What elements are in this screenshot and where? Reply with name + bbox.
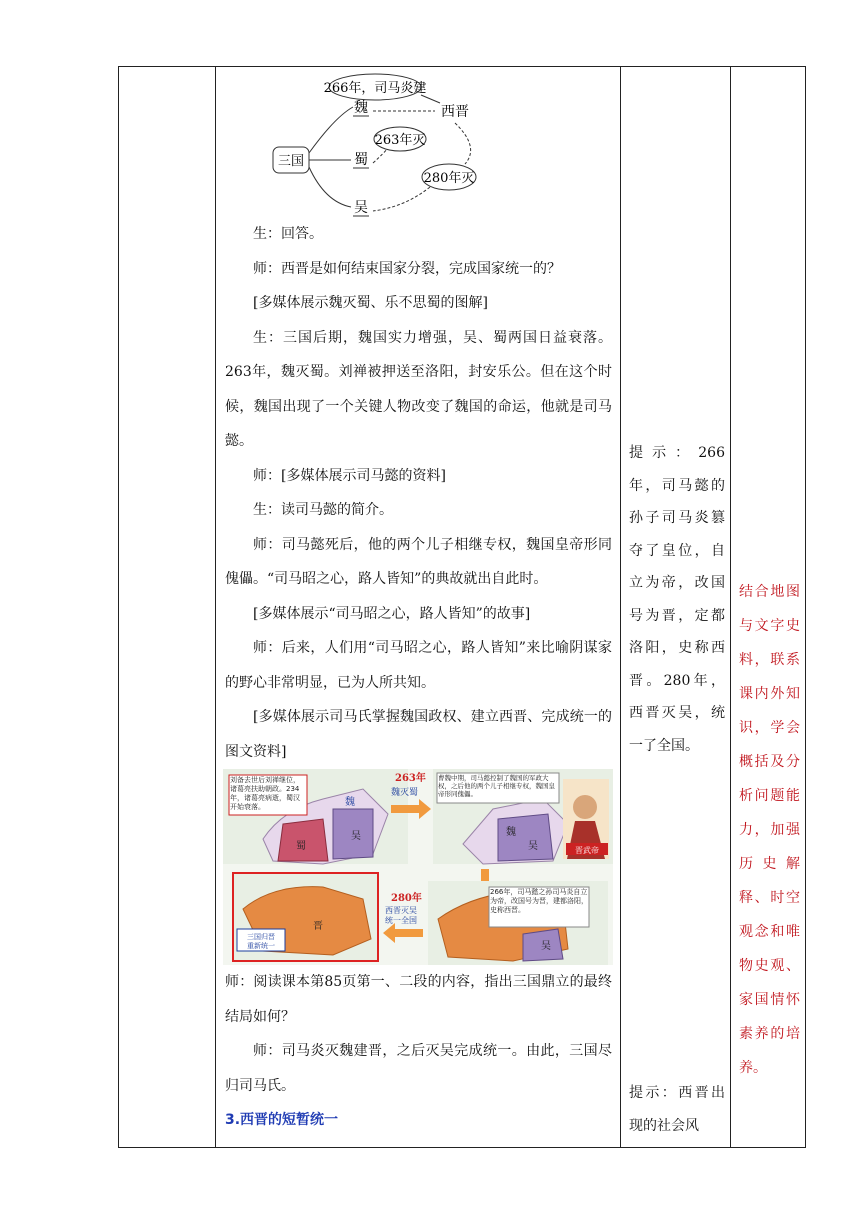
para: 师：西晋是如何结束国家分裂，完成国家统一的？: [253, 260, 561, 277]
note-280: 280年灭: [423, 171, 475, 186]
note-263: 263年灭: [374, 133, 426, 148]
map-label-shu: 蜀: [296, 841, 306, 852]
arrow2-year: 280年: [391, 893, 422, 904]
unified-line2: 重新统一: [247, 942, 275, 950]
note-266: 266年，司马炎建: [323, 81, 427, 96]
para: 师：后来，人们用“司马昭之心，路人皆知”来比喻阴谋家的野心非常明显，已为人所共知。: [225, 640, 612, 691]
map-label-jin: 晋: [313, 921, 323, 932]
para: 生：回答。: [253, 226, 323, 242]
design-intent-cell: [731, 67, 806, 1147]
arrow1-label: 魏灭蜀: [391, 788, 419, 798]
para: 师：司马懿死后，他的两个儿子相继专权，魏国皇帝形同傀儡。“司马昭之心，路人皆知”的典故就出自此时。: [225, 536, 612, 587]
para: [多媒体展示司马氏掌握魏国政权、建立西晋、完成统一的图文资料]: [225, 709, 612, 760]
map-box-1: 刘备去世后刘禅继位，诸葛亮扶助朝政。234年，诸葛亮病逝，蜀汉开始衰落。: [230, 776, 300, 811]
teaching-process-cell: [215, 67, 620, 1147]
section-title: 3.西晋的短暂统一: [225, 1112, 339, 1128]
map-label-wu: 吴: [351, 831, 361, 842]
node-three-kingdoms: 三国: [277, 154, 305, 169]
arrow2-label2: 统一全国: [385, 916, 417, 925]
emperor-label: 晋武帝: [575, 846, 599, 855]
map-box-3: 266年，司马懿之孙司马炎自立为帝，改国号为晋，建都洛阳，史称西晋。: [490, 888, 588, 914]
map-label-wei: 魏: [345, 797, 355, 808]
unification-map-image: [223, 769, 613, 965]
arrow1-year: 263年: [395, 773, 426, 784]
lesson-table: [118, 66, 806, 1148]
node-wu: 吴: [354, 200, 368, 216]
map-box-2: 曹魏中期，司马懿控制了魏国的军政大权，之后他的两个儿子相继专权，魏国皇帝形同傀儡。: [438, 774, 555, 798]
para: [多媒体展示魏灭蜀、乐不思蜀的图解]: [253, 295, 488, 311]
node-shu: 蜀: [354, 152, 368, 168]
para: 生：读司马懿的简介。: [253, 502, 393, 518]
three-kingdoms-diagram: [265, 67, 565, 217]
hint-1: 提示：266年，司马懿的孙子司马炎篡夺了皇位，自立为帝，改国号为晋，定都洛阳，史称西晋。280年，西晋灭吴，统一了全国。: [629, 445, 725, 754]
para: 生：三国后期，魏国实力增强，吴、蜀两国日益衰落。263年，魏灭蜀。刘禅被押送至洛阳，封安乐公。但在这个时候，魏国出现了一个关键人物改变了魏国的命运，他就是司马懿。: [225, 329, 612, 449]
map-label-wu-3: 吴: [541, 941, 551, 952]
map-label-wu-2: 吴: [528, 841, 538, 852]
unified-line1: 三国归晋: [247, 933, 275, 941]
design-intent-text: 结合地图与文字史料，联系课内外知识，学会概括及分析问题能力，加强历史解释、时空观念和唯物史观、家国情怀素养的培养。: [739, 584, 800, 1076]
hint-2: 提示：西晋出现的社会风: [629, 1085, 725, 1134]
para: [多媒体展示“司马昭之心，路人皆知”的故事]: [253, 605, 531, 622]
node-wei: 魏: [354, 100, 368, 116]
node-xijin: 西晋: [441, 104, 469, 120]
para: 师：阅读课本第85页第一、二段的内容，指出三国鼎立的最终结局如何？: [225, 974, 612, 1025]
map-label-wei-2: 魏: [506, 827, 516, 838]
hint-cell: [621, 67, 731, 1147]
arrow2-label1: 西晋灭吴: [385, 906, 417, 915]
para: 师：[多媒体展示司马懿的资料]: [253, 467, 446, 484]
para: 师：司马炎灭魏建晋，之后灭吴完成统一。由此，三国尽归司马氏。: [225, 1043, 612, 1094]
